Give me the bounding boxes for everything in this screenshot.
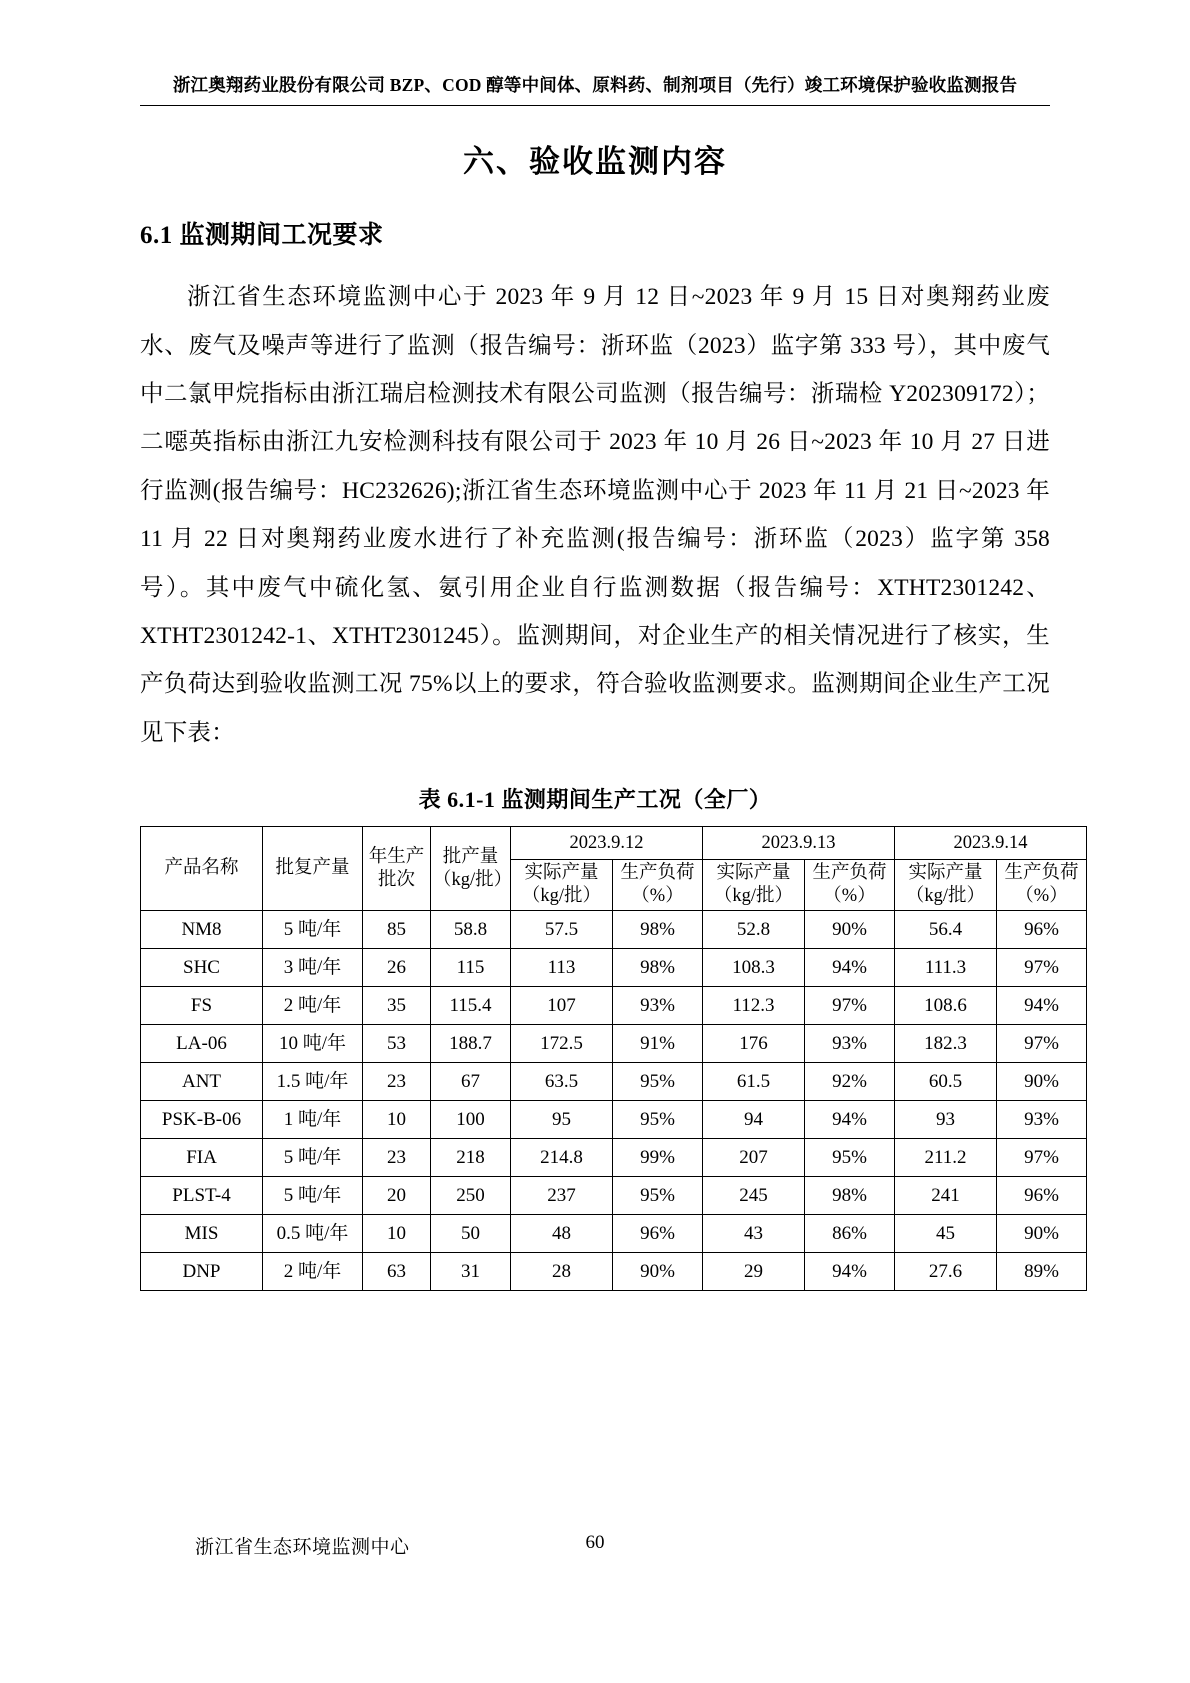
cell-batch-output: 67 bbox=[431, 1063, 511, 1101]
cell-approved-output: 2 吨/年 bbox=[263, 1253, 363, 1291]
cell-actual-output-1: 57.5 bbox=[511, 911, 613, 949]
cell-product-name: NM8 bbox=[141, 911, 263, 949]
table-head bbox=[141, 827, 1087, 911]
cell-load-1: 96% bbox=[613, 1215, 703, 1253]
table-row bbox=[141, 1063, 1087, 1101]
th-date-3: 2023.9.14 bbox=[895, 827, 1087, 860]
th-load-1: 生产负荷（%） bbox=[613, 860, 703, 911]
chapter-title: 六、验收监测内容 bbox=[463, 144, 727, 180]
cell-product-name: FS bbox=[141, 987, 263, 1025]
cell-batch-output: 218 bbox=[431, 1139, 511, 1177]
cell-actual-output-2: 108.3 bbox=[703, 949, 805, 987]
cell-product-name: SHC bbox=[141, 949, 263, 987]
cell-load-2: 97% bbox=[805, 987, 895, 1025]
th-date-1: 2023.9.12 bbox=[511, 827, 703, 860]
footer-page-number: 60 bbox=[585, 1532, 605, 1553]
cell-product-name: LA-06 bbox=[141, 1025, 263, 1063]
th-load-3: 生产负荷（%） bbox=[997, 860, 1087, 911]
cell-annual-batches: 23 bbox=[363, 1063, 431, 1101]
cell-actual-output-2: 207 bbox=[703, 1139, 805, 1177]
cell-load-3: 96% bbox=[997, 1177, 1087, 1215]
table-row bbox=[141, 911, 1087, 949]
cell-actual-output-1: 63.5 bbox=[511, 1063, 613, 1101]
cell-product-name: DNP bbox=[141, 1253, 263, 1291]
cell-approved-output: 0.5 吨/年 bbox=[263, 1215, 363, 1253]
cell-actual-output-1: 172.5 bbox=[511, 1025, 613, 1063]
cell-batch-output: 58.8 bbox=[431, 911, 511, 949]
cell-load-1: 93% bbox=[613, 987, 703, 1025]
cell-approved-output: 1.5 吨/年 bbox=[263, 1063, 363, 1101]
cell-actual-output-3: 241 bbox=[895, 1177, 997, 1215]
cell-product-name: PSK-B-06 bbox=[141, 1101, 263, 1139]
cell-product-name: FIA bbox=[141, 1139, 263, 1177]
th-load-2: 生产负荷（%） bbox=[805, 860, 895, 911]
cell-load-3: 93% bbox=[997, 1101, 1087, 1139]
cell-load-3: 97% bbox=[997, 1139, 1087, 1177]
cell-load-3: 90% bbox=[997, 1215, 1087, 1253]
cell-batch-output: 115 bbox=[431, 949, 511, 987]
table-row bbox=[141, 1177, 1087, 1215]
cell-annual-batches: 85 bbox=[363, 911, 431, 949]
cell-batch-output: 188.7 bbox=[431, 1025, 511, 1063]
body-paragraph: 浙江省生态环境监测中心于 2023 年 9 月 12 日~2023 年 9 月 15 日对奥翔药业废水、废气及噪声等进行了监测（报告编号：浙环监（2023）监字第 333 号），其中废气中二氯甲烷指标由浙江瑞启检测技术有限公司监测（报告编号：浙瑞检 Y202309172）；二噁英指标由浙江九安检测科技有限公司于 2023 年 10 月 26 日~2023 年 10 月 27 日进行监测(报告编号：HC232626);浙江省生态环境监测中心于 2023 年 11 月 21 日~2023 年 11 月 22 日对奥翔药业废水进行了补充监测(报告编号：浙环监（2023）监字第 358 号）。其中废气中硫化氢、氨引用企业自行监测数据（报告编号：XTHT2301242、XTHT2301242-1、XTHT2301245）。监测期间，对企业生产的相关情况进行了核实，生产负荷达到验收监测工况 75%以上的要求，符合验收监测要求。监测期间企业生产工况见下表： bbox=[140, 284, 1050, 746]
cell-load-1: 95% bbox=[613, 1101, 703, 1139]
cell-annual-batches: 35 bbox=[363, 987, 431, 1025]
cell-batch-output: 31 bbox=[431, 1253, 511, 1291]
header-divider bbox=[140, 105, 1050, 106]
th-actual-output-1: 实际产量（kg/批） bbox=[511, 860, 613, 911]
th-actual-output-2: 实际产量（kg/批） bbox=[703, 860, 805, 911]
cell-approved-output: 1 吨/年 bbox=[263, 1101, 363, 1139]
cell-load-1: 99% bbox=[613, 1139, 703, 1177]
table-row bbox=[141, 1139, 1087, 1177]
cell-product-name: MIS bbox=[141, 1215, 263, 1253]
cell-actual-output-2: 176 bbox=[703, 1025, 805, 1063]
cell-actual-output-1: 113 bbox=[511, 949, 613, 987]
cell-actual-output-2: 52.8 bbox=[703, 911, 805, 949]
th-date-2: 2023.9.13 bbox=[703, 827, 895, 860]
cell-approved-output: 5 吨/年 bbox=[263, 1139, 363, 1177]
cell-load-3: 89% bbox=[997, 1253, 1087, 1291]
cell-load-2: 98% bbox=[805, 1177, 895, 1215]
cell-annual-batches: 63 bbox=[363, 1253, 431, 1291]
running-header: 浙江奥翔药业股份有限公司 BZP、COD 醇等中间体、原料药、制剂项目（先行）竣工环境保护验收监测报告 bbox=[172, 75, 1018, 95]
cell-actual-output-2: 43 bbox=[703, 1215, 805, 1253]
cell-actual-output-3: 56.4 bbox=[895, 911, 997, 949]
cell-actual-output-3: 211.2 bbox=[895, 1139, 997, 1177]
cell-load-2: 94% bbox=[805, 949, 895, 987]
cell-annual-batches: 10 bbox=[363, 1101, 431, 1139]
cell-actual-output-3: 60.5 bbox=[895, 1063, 997, 1101]
cell-load-2: 86% bbox=[805, 1215, 895, 1253]
cell-actual-output-1: 107 bbox=[511, 987, 613, 1025]
cell-actual-output-1: 237 bbox=[511, 1177, 613, 1215]
cell-load-3: 97% bbox=[997, 1025, 1087, 1063]
cell-actual-output-3: 182.3 bbox=[895, 1025, 997, 1063]
page-content bbox=[140, 0, 1079, 1291]
table-row bbox=[141, 1101, 1087, 1139]
th-annual-batches: 年生产批次 bbox=[363, 827, 431, 911]
th-batch-output: 批产量（kg/批） bbox=[431, 827, 511, 911]
cell-load-1: 95% bbox=[613, 1177, 703, 1215]
cell-load-2: 95% bbox=[805, 1139, 895, 1177]
cell-load-1: 98% bbox=[613, 949, 703, 987]
cell-annual-batches: 53 bbox=[363, 1025, 431, 1063]
cell-load-2: 92% bbox=[805, 1063, 895, 1101]
table-row bbox=[141, 949, 1087, 987]
cell-load-1: 90% bbox=[613, 1253, 703, 1291]
cell-batch-output: 100 bbox=[431, 1101, 511, 1139]
cell-actual-output-2: 112.3 bbox=[703, 987, 805, 1025]
cell-load-1: 98% bbox=[613, 911, 703, 949]
cell-load-1: 91% bbox=[613, 1025, 703, 1063]
footer-organization: 浙江省生态环境监测中心 bbox=[195, 1537, 410, 1558]
cell-approved-output: 5 吨/年 bbox=[263, 1177, 363, 1215]
cell-product-name: ANT bbox=[141, 1063, 263, 1101]
cell-load-1: 95% bbox=[613, 1063, 703, 1101]
cell-actual-output-1: 214.8 bbox=[511, 1139, 613, 1177]
cell-annual-batches: 20 bbox=[363, 1177, 431, 1215]
cell-load-2: 94% bbox=[805, 1101, 895, 1139]
table-caption: 表 6.1-1 监测期间生产工况（全厂） bbox=[418, 787, 772, 813]
cell-actual-output-3: 45 bbox=[895, 1215, 997, 1253]
cell-load-3: 96% bbox=[997, 911, 1087, 949]
cell-actual-output-3: 93 bbox=[895, 1101, 997, 1139]
cell-batch-output: 115.4 bbox=[431, 987, 511, 1025]
cell-actual-output-2: 245 bbox=[703, 1177, 805, 1215]
cell-product-name: PLST-4 bbox=[141, 1177, 263, 1215]
table-row bbox=[141, 1025, 1087, 1063]
th-approved-output: 批复产量 bbox=[263, 827, 363, 911]
cell-load-2: 93% bbox=[805, 1025, 895, 1063]
cell-actual-output-2: 61.5 bbox=[703, 1063, 805, 1101]
cell-approved-output: 2 吨/年 bbox=[263, 987, 363, 1025]
th-product-name: 产品名称 bbox=[141, 827, 263, 911]
cell-batch-output: 250 bbox=[431, 1177, 511, 1215]
th-actual-output-3: 实际产量（kg/批） bbox=[895, 860, 997, 911]
cell-actual-output-3: 111.3 bbox=[895, 949, 997, 987]
cell-annual-batches: 10 bbox=[363, 1215, 431, 1253]
cell-actual-output-3: 27.6 bbox=[895, 1253, 997, 1291]
cell-load-3: 94% bbox=[997, 987, 1087, 1025]
cell-actual-output-2: 29 bbox=[703, 1253, 805, 1291]
cell-load-3: 97% bbox=[997, 949, 1087, 987]
cell-actual-output-1: 28 bbox=[511, 1253, 613, 1291]
production-status-table bbox=[140, 826, 1087, 1291]
cell-actual-output-1: 95 bbox=[511, 1101, 613, 1139]
cell-approved-output: 5 吨/年 bbox=[263, 911, 363, 949]
table-row bbox=[141, 987, 1087, 1025]
cell-load-3: 90% bbox=[997, 1063, 1087, 1101]
cell-actual-output-3: 108.6 bbox=[895, 987, 997, 1025]
cell-approved-output: 3 吨/年 bbox=[263, 949, 363, 987]
cell-approved-output: 10 吨/年 bbox=[263, 1025, 363, 1063]
table-body bbox=[141, 911, 1087, 1291]
table-header-row-1 bbox=[141, 827, 1087, 860]
table-row bbox=[141, 1253, 1087, 1291]
cell-actual-output-1: 48 bbox=[511, 1215, 613, 1253]
section-title: 6.1 监测期间工况要求 bbox=[140, 222, 384, 250]
cell-load-2: 94% bbox=[805, 1253, 895, 1291]
cell-load-2: 90% bbox=[805, 911, 895, 949]
cell-actual-output-2: 94 bbox=[703, 1101, 805, 1139]
cell-annual-batches: 26 bbox=[363, 949, 431, 987]
cell-annual-batches: 23 bbox=[363, 1139, 431, 1177]
table-row bbox=[141, 1215, 1087, 1253]
cell-batch-output: 50 bbox=[431, 1215, 511, 1253]
